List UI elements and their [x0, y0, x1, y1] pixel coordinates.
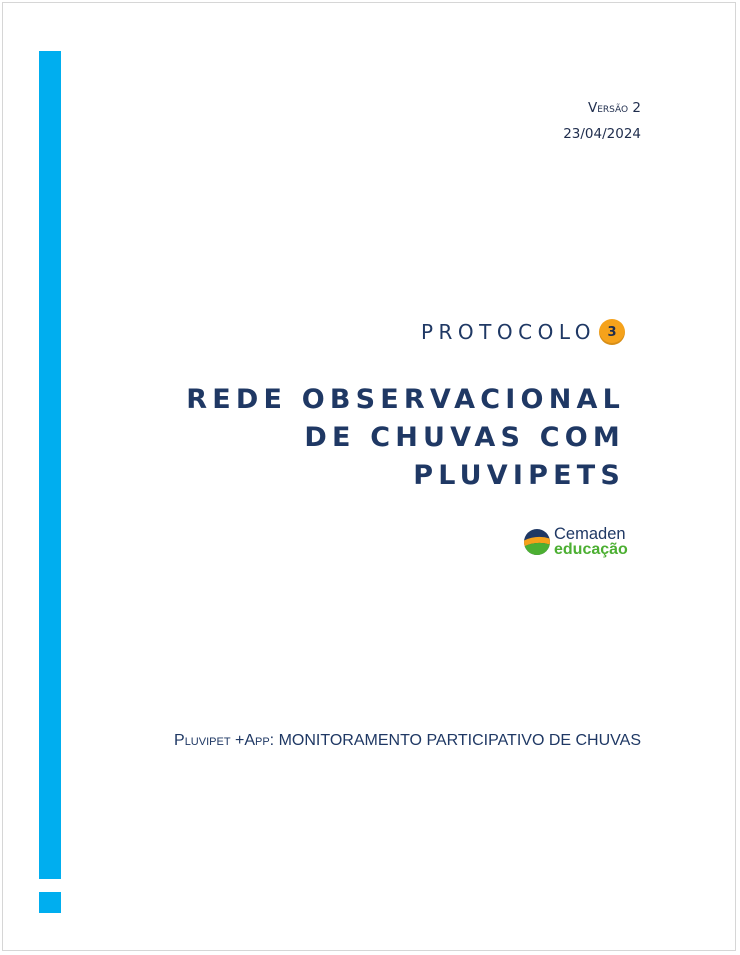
version-date: 23/04/2024 — [563, 126, 641, 142]
title-line-2: DE CHUVAS COM — [304, 422, 625, 453]
left-accent-bar — [39, 51, 61, 879]
title-line-1: REDE OBSERVACIONAL — [186, 384, 625, 415]
version-label: Versão 2 — [587, 100, 641, 116]
logo-text-cemaden: Cemaden — [554, 525, 626, 543]
document-subtitle — [174, 732, 641, 750]
version-info — [563, 95, 641, 147]
left-accent-block — [39, 892, 61, 913]
protocol-number-badge: 3 — [599, 319, 625, 345]
cemaden-logo — [523, 527, 628, 557]
logo-text-educacao: educação — [554, 541, 628, 558]
document-title — [186, 381, 625, 495]
title-line-3: PLUVIPETS — [413, 460, 625, 491]
cemaden-logo-icon — [523, 528, 551, 556]
protocol-word: PROTOCOLO — [420, 320, 596, 344]
subtitle-text: MONITORAMENTO PARTICIPATIVO DE CHUVAS — [278, 732, 641, 749]
protocol-heading — [421, 319, 625, 345]
subtitle-prefix: Pluvipet +App: — [174, 732, 275, 749]
document-page — [2, 2, 736, 951]
